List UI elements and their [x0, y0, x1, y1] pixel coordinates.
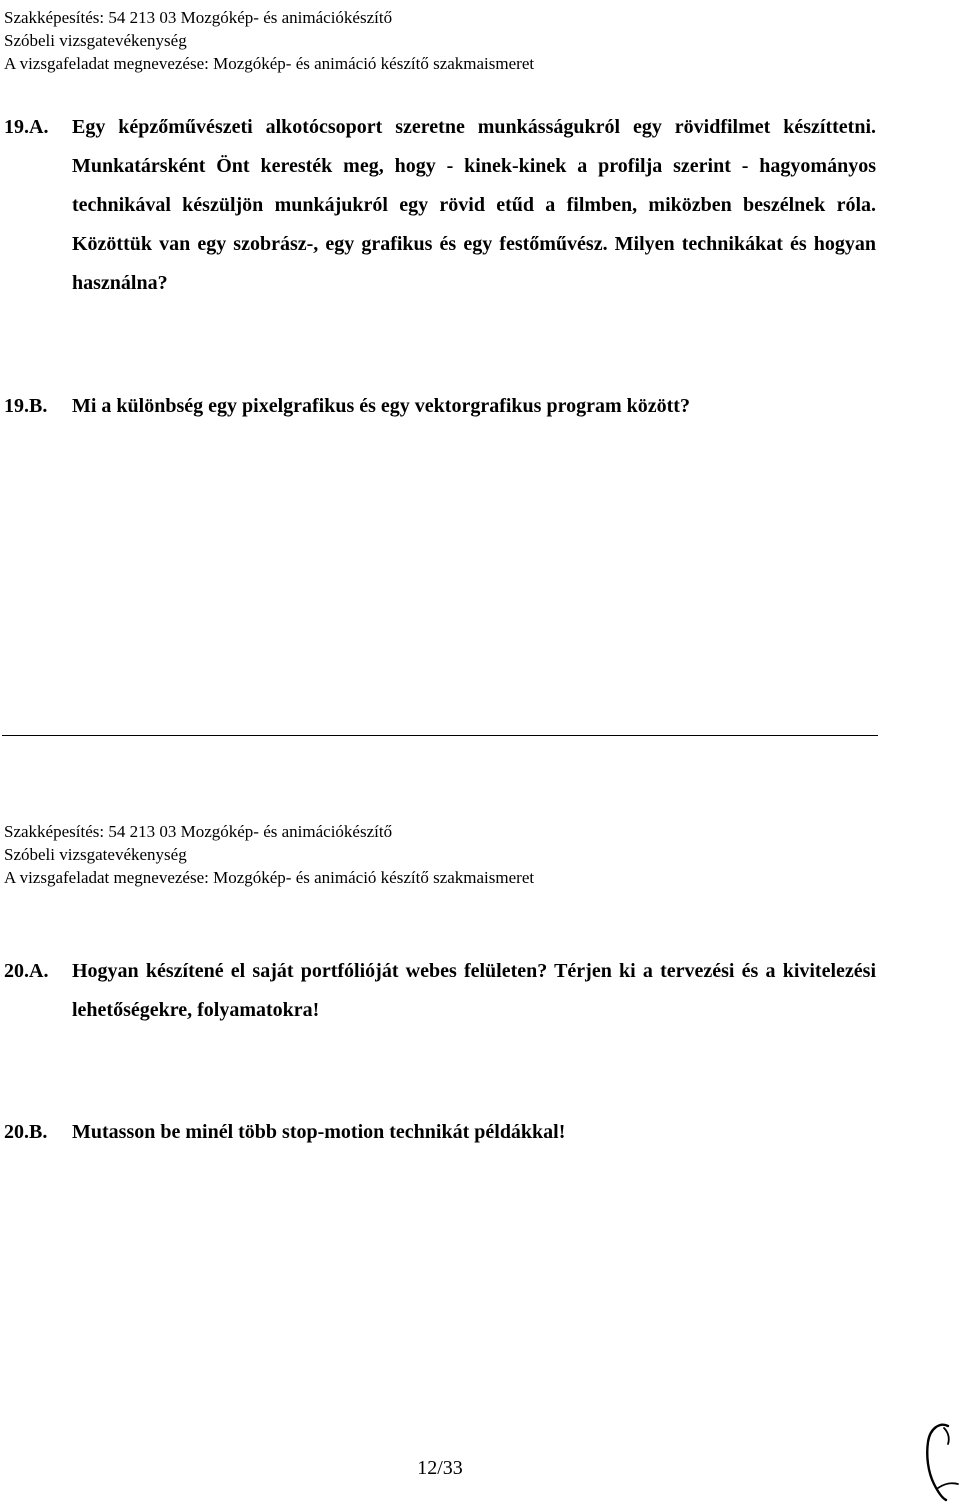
header-qualification: Szakképesítés: 54 213 03 Mozgókép- és animációkészítő [4, 8, 393, 27]
page-number: 12/33 [417, 1457, 463, 1479]
question-number: 20.A. [4, 960, 49, 982]
question-text: Egy képzőművészeti alkotócsoport szeretne munkásságukról egy rövidfilmet készíttetni. Munkatársként Önt keresték meg, hogy - kinek-kinek a profilja szerint - hagyományos technikával készüljön munkájukról egy rövid etűd a filmben, miközben beszélnek róla. Közöttük van egy szobrász-, egy grafikus és egy festőművész. Milyen technikákat és hogyan használna? [72, 116, 876, 294]
question-text: Mi a különbség egy pixelgrafikus és egy vektorgrafikus program között? [72, 395, 690, 417]
signature-mark [918, 1418, 960, 1503]
header-qualification: Szakképesítés: 54 213 03 Mozgókép- és animációkészítő [4, 822, 393, 841]
header-task-name: A vizsgafeladat megnevezése: Mozgókép- és animáció készítő szakmaismeret [4, 868, 535, 887]
question-text: Hogyan készítené el saját portfólióját webes felületen? Térjen ki a tervezési és a kivitelezési lehetőségekre, folyamatokra! [72, 960, 876, 1021]
question-number: 20.B. [4, 1121, 48, 1143]
header-task-name: A vizsgafeladat megnevezése: Mozgókép- és animáció készítő szakmaismeret [4, 54, 535, 73]
page-divider [2, 735, 878, 736]
header-exam-type: Szóbeli vizsgatevékenység [4, 31, 187, 50]
header-exam-type: Szóbeli vizsgatevékenység [4, 845, 187, 864]
question-text: Mutasson be minél több stop-motion technikát példákkal! [72, 1121, 566, 1143]
page-header-top [4, 6, 904, 75]
question-number: 19.A. [4, 116, 49, 138]
question-number: 19.B. [4, 395, 48, 417]
page-header-bottom [4, 820, 904, 889]
